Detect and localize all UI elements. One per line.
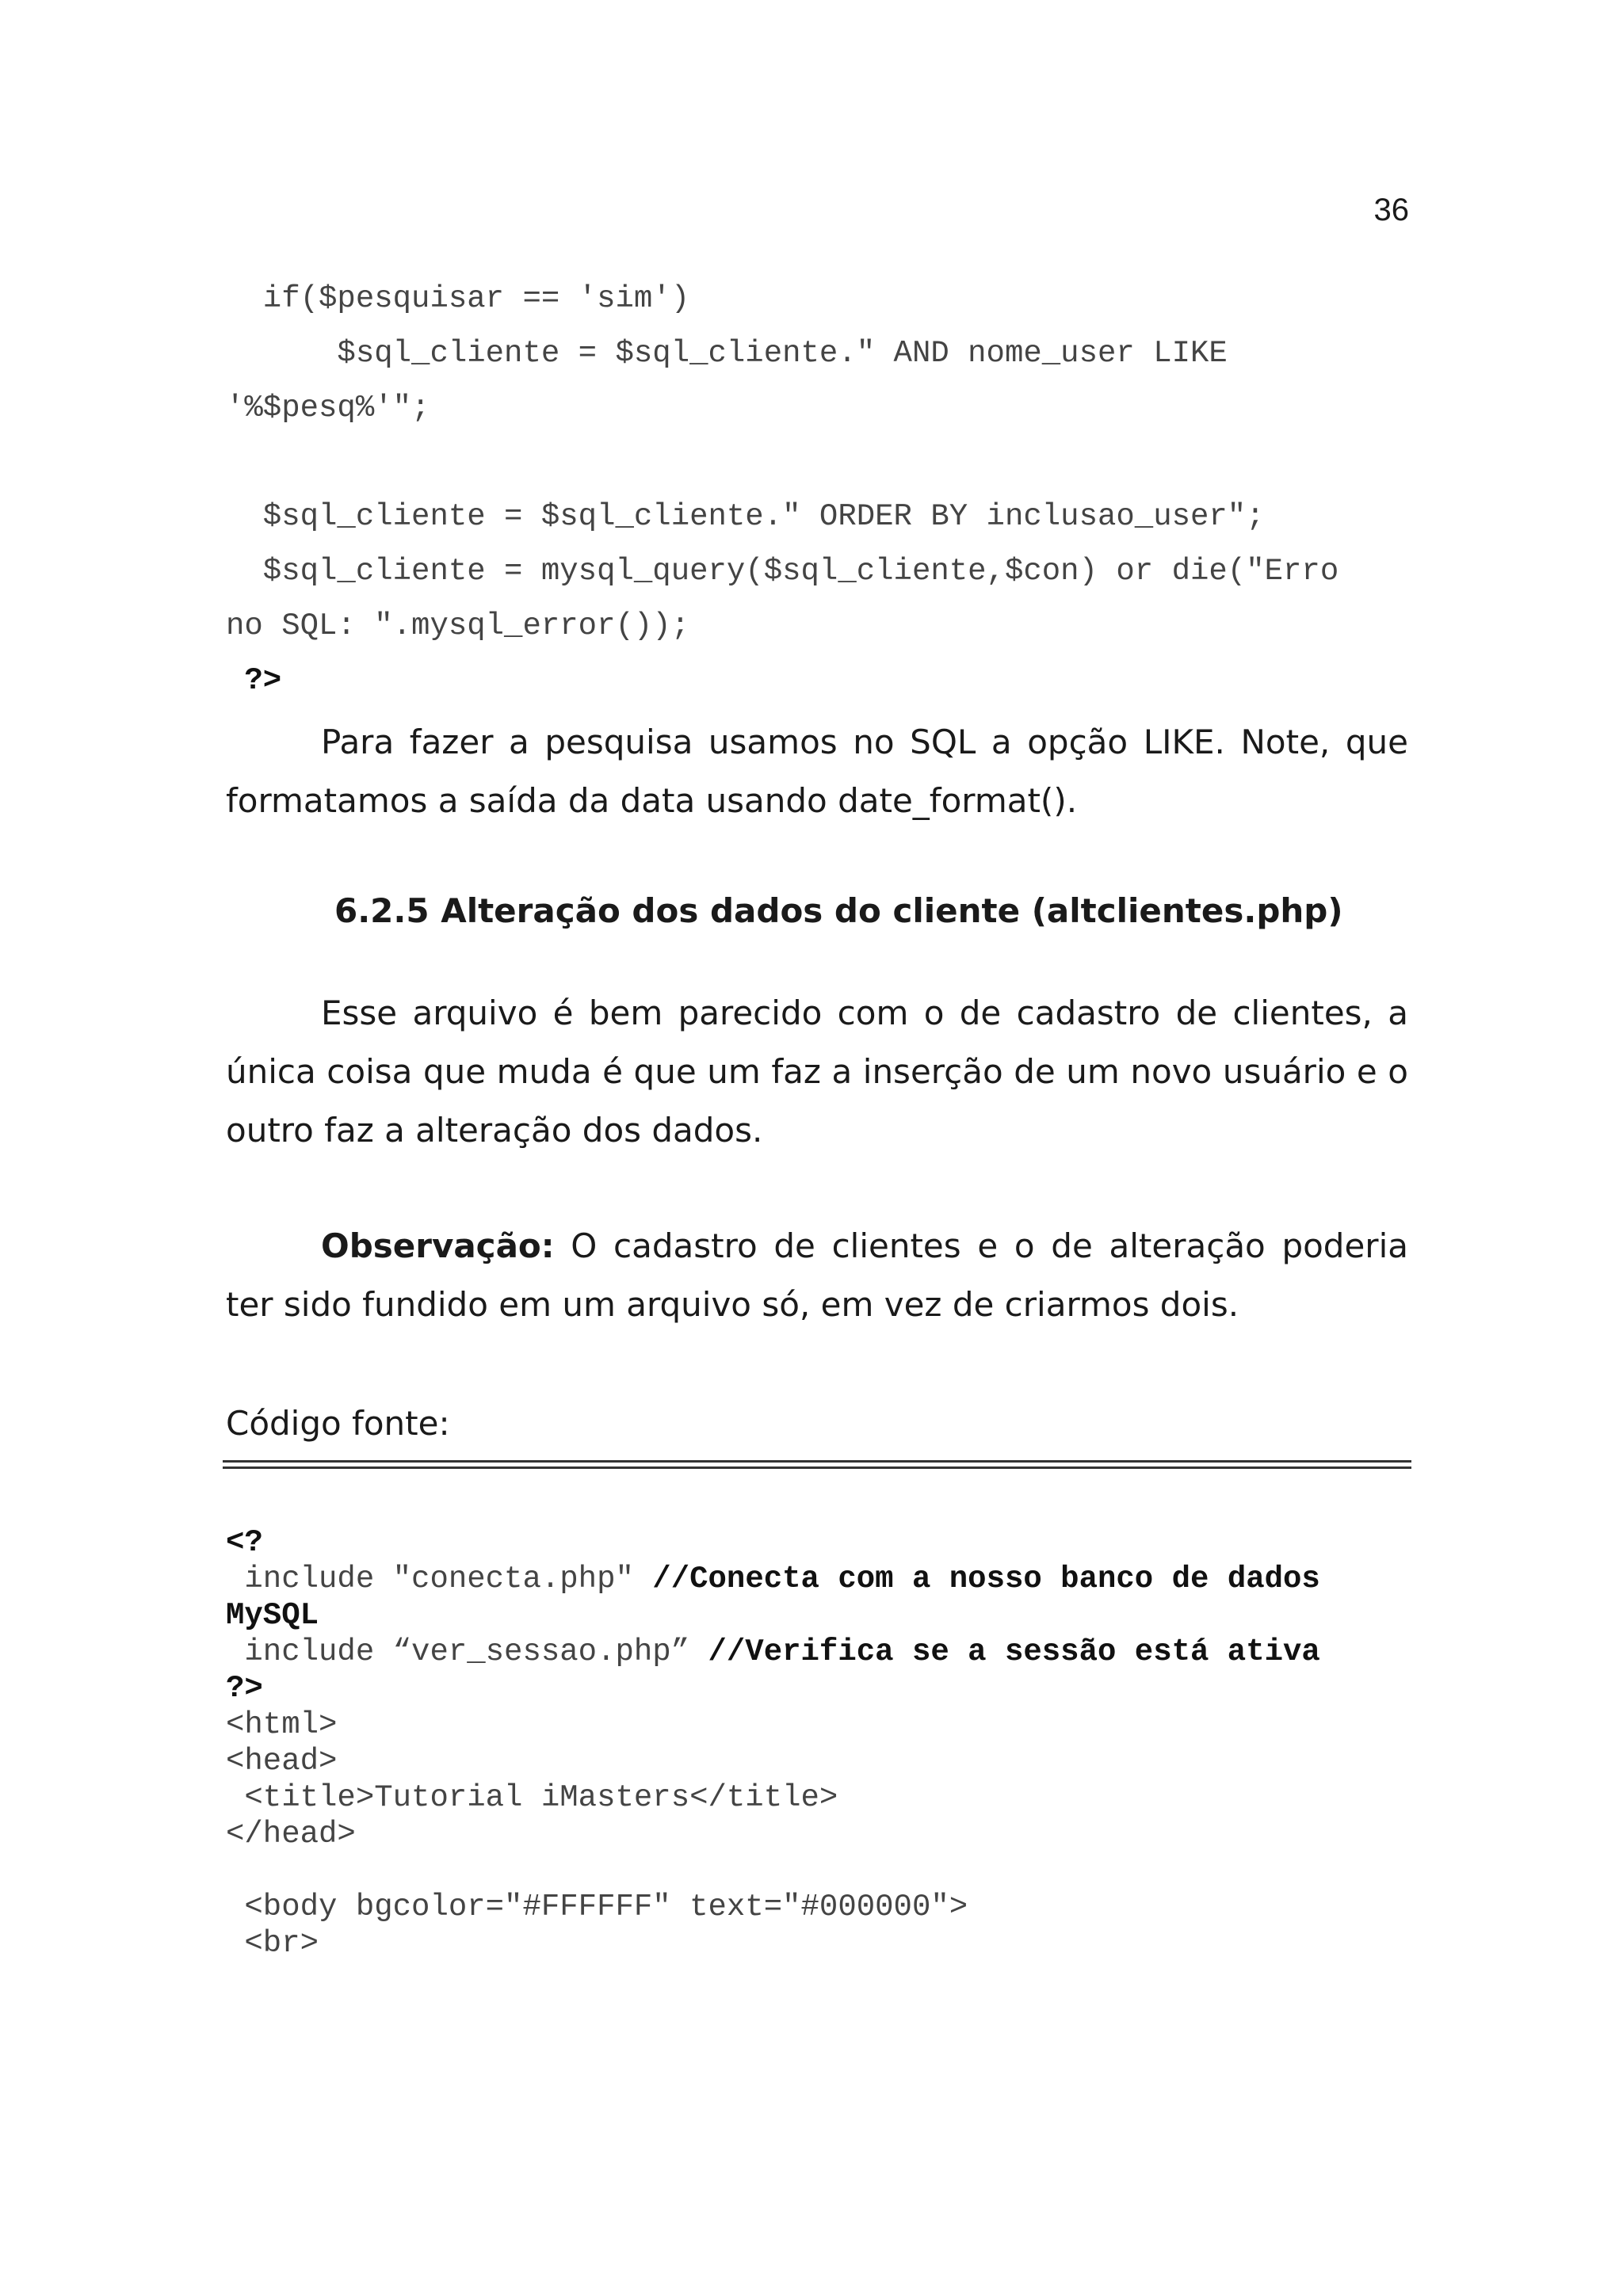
code-line: MySQL — [226, 1598, 319, 1633]
observation-text: O cadastro de clientes e o de alteração poderia ter sido fundido em um arquivo só, em vez de criarmos dois. — [226, 1226, 1408, 1324]
code-line: <title>Tutorial iMasters</title> — [226, 1780, 838, 1815]
code-text: include "conecta.php" — [226, 1562, 653, 1596]
code-line: </head> — [226, 1817, 356, 1852]
paragraph-like-explanation: Para fazer a pesquisa usamos no SQL a opção LIKE. Note, que formatamos a saída da data usando date_format(). — [226, 723, 1408, 820]
divider-line — [223, 1460, 1411, 1463]
code-line: $sql_cliente = mysql_query($sql_cliente,$con) or die("Erro — [226, 554, 1339, 589]
code-line: '%$pesq%'"; — [226, 391, 430, 425]
section-heading: 6.2.5 Alteração dos dados do cliente (altclientes.php) — [334, 891, 1343, 930]
code-line: no SQL: ".mysql_error()); — [226, 608, 690, 643]
code-line: <br> — [226, 1926, 319, 1961]
code-line: <body bgcolor="#FFFFFF" text="#000000"> — [226, 1890, 968, 1924]
observation-label: Observação: — [321, 1226, 555, 1265]
code-line: if($pesquisar == 'sim') — [226, 281, 690, 316]
code-comment: //Conecta com a nosso banco de dados — [652, 1562, 1320, 1596]
code-line: <? — [226, 1525, 263, 1560]
page-number: 36 — [1373, 193, 1409, 227]
paragraph-description: Esse arquivo é bem parecido com o de cadastro de clientes, a única coisa que muda é que um faz a inserção de um novo usuário e o outro faz a alteração dos dados. — [226, 994, 1408, 1150]
code-line: <html> — [226, 1707, 338, 1742]
code-line: <head> — [226, 1744, 338, 1779]
code-line: $sql_cliente = $sql_cliente." AND nome_user LIKE — [226, 336, 1228, 371]
code-line: $sql_cliente = $sql_cliente." ORDER BY inclusao_user"; — [226, 499, 1265, 534]
code-comment: //Verifica se a sessão está ativa — [708, 1634, 1320, 1669]
divider-line — [223, 1466, 1411, 1469]
code-line: ?> — [226, 1671, 263, 1706]
code-line — [226, 1562, 1320, 1596]
paragraph-observation — [226, 1217, 1408, 1334]
code-line: ?> — [226, 663, 282, 698]
code-label: Código fonte: — [226, 1404, 450, 1443]
code-text: include “ver_sessao.php” — [226, 1634, 708, 1669]
code-line — [226, 1634, 1320, 1669]
